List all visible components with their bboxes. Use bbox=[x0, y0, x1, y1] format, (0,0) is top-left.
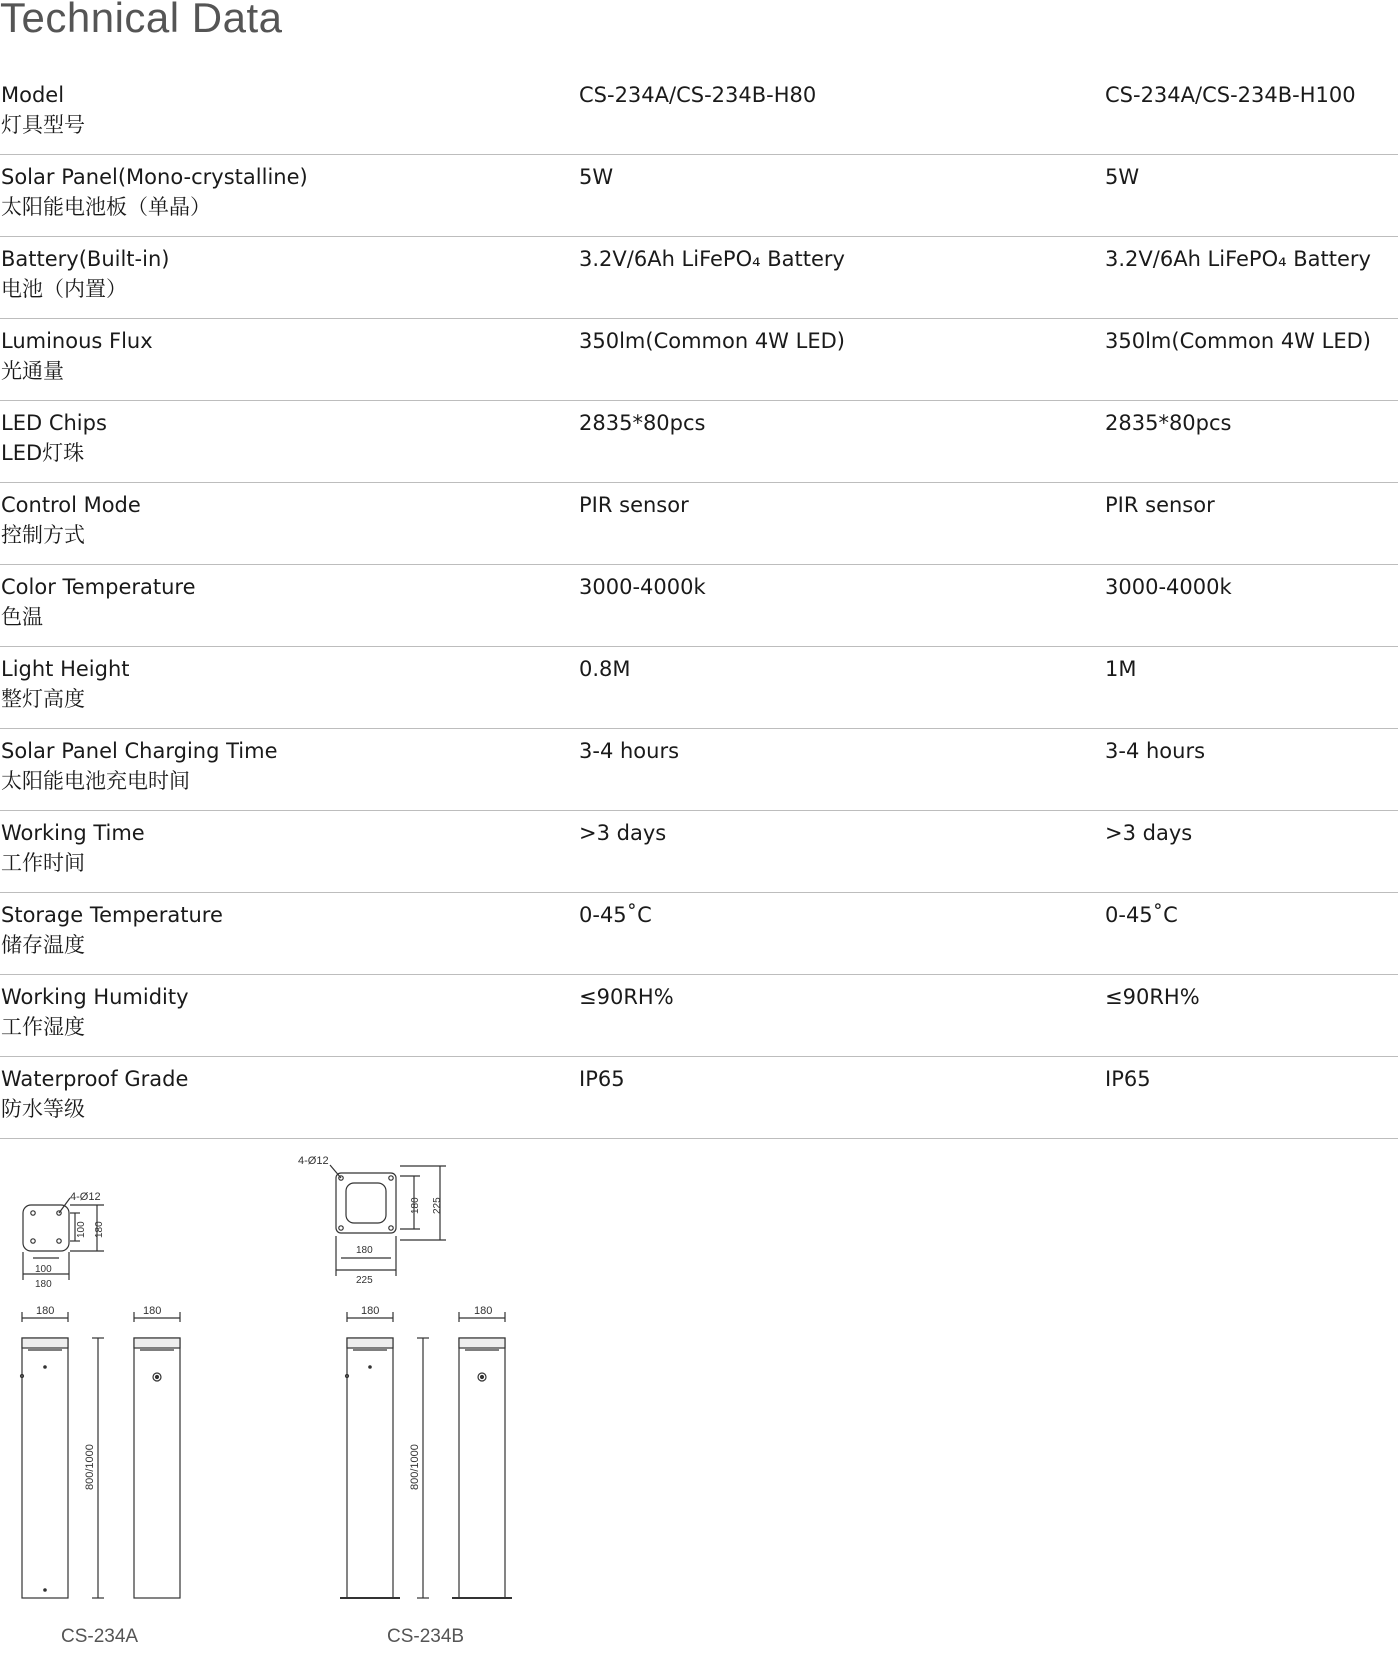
cs234b-base-inner-h: 180 bbox=[356, 1245, 373, 1256]
spec-label-en: Light Height bbox=[1, 657, 130, 681]
cs234b-front-width: 180 bbox=[361, 1305, 380, 1317]
spec-label bbox=[1, 408, 107, 468]
spec-value-h100: 3000-4000k bbox=[1105, 575, 1232, 599]
spec-row bbox=[0, 155, 1398, 237]
cs234a-caption: CS-234A bbox=[61, 1626, 139, 1647]
spec-label bbox=[1, 490, 141, 550]
spec-row bbox=[0, 975, 1398, 1057]
cs234b-base-outer-h: 225 bbox=[356, 1275, 373, 1286]
spec-row bbox=[0, 893, 1398, 975]
spec-value-h100: CS-234A/CS-234B-H100 bbox=[1105, 83, 1356, 107]
spec-label-zh: 太阳能电池充电时间 bbox=[1, 769, 190, 793]
spec-value-h100: 5W bbox=[1105, 165, 1140, 189]
cs234a-side-width: 180 bbox=[143, 1305, 162, 1317]
spec-label-en: Solar Panel(Mono-crystalline) bbox=[1, 165, 308, 189]
spec-value-h100: ≤90RH% bbox=[1105, 985, 1200, 1009]
spec-row bbox=[0, 237, 1398, 319]
spec-label bbox=[1, 818, 145, 878]
spec-row bbox=[0, 647, 1398, 729]
cs234a-base-inner-v: 100 bbox=[76, 1221, 87, 1238]
cs234b-elevations bbox=[340, 1305, 512, 1598]
spec-value-h80: >3 days bbox=[579, 821, 667, 845]
spec-label-en: Working Humidity bbox=[1, 985, 189, 1009]
cs234b-hole-label: 4-Ø12 bbox=[298, 1155, 329, 1167]
spec-value-h80: CS-234A/CS-234B-H80 bbox=[579, 83, 817, 107]
spec-label-zh: 电池（内置） bbox=[1, 277, 127, 301]
cs234a-base-outer-h: 180 bbox=[35, 1279, 52, 1290]
spec-label bbox=[1, 326, 153, 386]
spec-label bbox=[1, 80, 85, 140]
spec-label-en: Battery(Built-in) bbox=[1, 247, 170, 271]
spec-value-h80: 0-45˚C bbox=[579, 903, 652, 927]
spec-value-h80: ≤90RH% bbox=[579, 985, 674, 1009]
spec-label-zh: 工作湿度 bbox=[1, 1015, 85, 1039]
spec-label-en: Solar Panel Charging Time bbox=[1, 739, 278, 763]
technical-drawings bbox=[0, 1150, 560, 1650]
spec-value-h80: 3-4 hours bbox=[579, 739, 680, 763]
cs234a-base-plan bbox=[23, 1191, 105, 1290]
cs234b-side-width: 180 bbox=[474, 1305, 493, 1317]
spec-label-zh: 防水等级 bbox=[1, 1097, 85, 1121]
spec-value-h80: PIR sensor bbox=[579, 493, 689, 517]
spec-label-zh: LED灯珠 bbox=[1, 441, 85, 465]
cs234a-height: 800/1000 bbox=[84, 1444, 96, 1490]
spec-value-h100: 3.2V/6Ah LiFePO₄ Battery bbox=[1105, 247, 1371, 271]
cs234b-height: 800/1000 bbox=[409, 1444, 421, 1490]
spec-label bbox=[1, 244, 169, 304]
spec-row bbox=[0, 1057, 1398, 1139]
spec-label-zh: 储存温度 bbox=[1, 933, 85, 957]
cs234a-hole-label: 4-Ø12 bbox=[70, 1191, 101, 1203]
spec-label-zh: 灯具型号 bbox=[1, 113, 85, 137]
spec-value-h80: 2835*80pcs bbox=[579, 411, 706, 435]
cs234b-caption: CS-234B bbox=[387, 1626, 465, 1647]
spec-row bbox=[0, 319, 1398, 401]
spec-value-h100: 1M bbox=[1105, 657, 1137, 681]
spec-row bbox=[0, 483, 1398, 565]
spec-row bbox=[0, 401, 1398, 483]
spec-value-h80: 5W bbox=[579, 165, 614, 189]
spec-label bbox=[1, 900, 223, 960]
spec-label-zh: 工作时间 bbox=[1, 851, 85, 875]
cs234a-front-width: 180 bbox=[36, 1305, 55, 1317]
spec-value-h100: PIR sensor bbox=[1105, 493, 1215, 517]
spec-label-zh: 控制方式 bbox=[1, 523, 85, 547]
spec-label-en: Model bbox=[1, 83, 65, 107]
spec-label-en: Luminous Flux bbox=[1, 329, 153, 353]
spec-label bbox=[1, 736, 278, 796]
spec-value-h80: 350lm(Common 4W LED) bbox=[579, 329, 845, 353]
spec-value-h80: 3000-4000k bbox=[579, 575, 706, 599]
cs234b-base-plan bbox=[298, 1155, 446, 1286]
spec-label-zh: 色温 bbox=[1, 605, 43, 629]
spec-value-h100: 350lm(Common 4W LED) bbox=[1105, 329, 1371, 353]
spec-label-zh: 整灯高度 bbox=[1, 687, 85, 711]
spec-label-en: LED Chips bbox=[1, 411, 107, 435]
spec-label-en: Waterproof Grade bbox=[1, 1067, 189, 1091]
spec-row bbox=[0, 729, 1398, 811]
cs234b-base-inner-v: 180 bbox=[410, 1197, 421, 1214]
spec-row bbox=[0, 73, 1398, 155]
spec-value-h80: 0.8M bbox=[579, 657, 631, 681]
spec-value-h100: >3 days bbox=[1105, 821, 1193, 845]
spec-row bbox=[0, 811, 1398, 893]
spec-value-h100: 2835*80pcs bbox=[1105, 411, 1232, 435]
spec-label-en: Storage Temperature bbox=[1, 903, 223, 927]
cs234a-base-outer-v: 180 bbox=[94, 1221, 105, 1238]
spec-label bbox=[1, 654, 130, 714]
spec-label bbox=[1, 1064, 188, 1124]
spec-label-en: Working Time bbox=[1, 821, 145, 845]
page-title: Technical Data bbox=[0, 0, 283, 41]
spec-row bbox=[0, 565, 1398, 647]
spec-value-h80: 3.2V/6Ah LiFePO₄ Battery bbox=[579, 247, 845, 271]
spec-value-h100: IP65 bbox=[1105, 1067, 1151, 1091]
cs234a-base-inner-h: 100 bbox=[35, 1264, 52, 1275]
spec-label-en: Color Temperature bbox=[1, 575, 196, 599]
spec-value-h100: 0-45˚C bbox=[1105, 903, 1178, 927]
spec-label bbox=[1, 162, 308, 222]
spec-label bbox=[1, 982, 189, 1042]
spec-table bbox=[0, 73, 1398, 1139]
spec-value-h100: 3-4 hours bbox=[1105, 739, 1206, 763]
spec-label-en: Control Mode bbox=[1, 493, 141, 517]
cs234a-elevations bbox=[21, 1305, 181, 1598]
cs234b-base-outer-v: 225 bbox=[432, 1197, 443, 1214]
spec-label-zh: 光通量 bbox=[1, 359, 64, 383]
spec-label bbox=[1, 572, 196, 632]
spec-label-zh: 太阳能电池板（单晶） bbox=[1, 195, 211, 219]
spec-value-h80: IP65 bbox=[579, 1067, 625, 1091]
